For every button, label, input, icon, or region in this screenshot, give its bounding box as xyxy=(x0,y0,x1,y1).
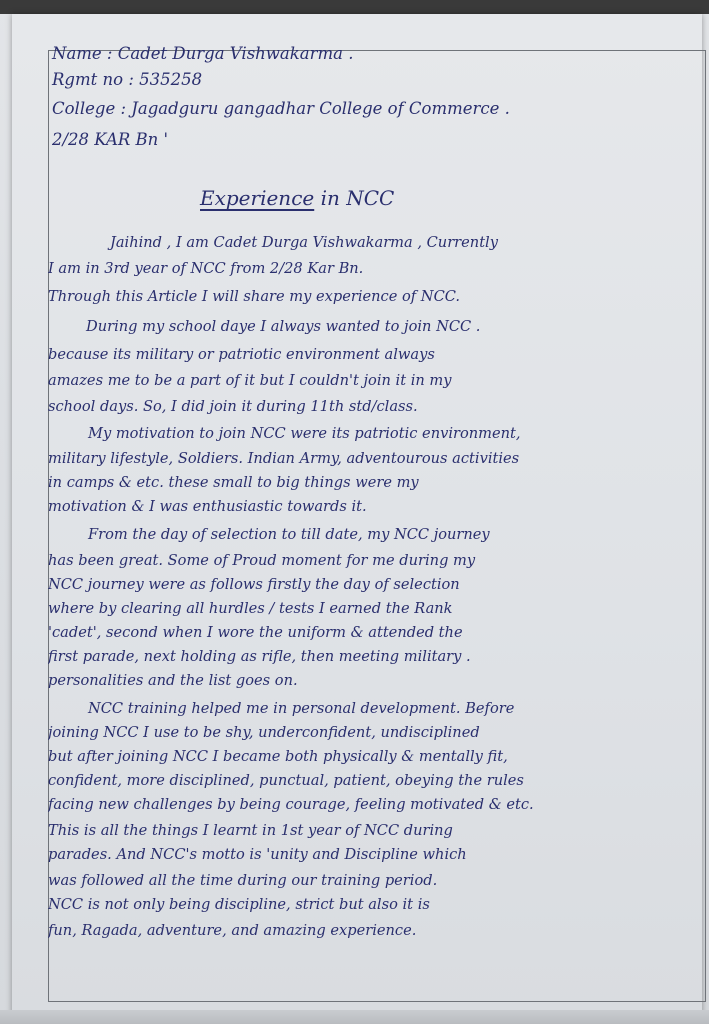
top-dark-strip xyxy=(0,0,709,14)
body-line: From the day of selection to till date, my NCC journey xyxy=(88,526,490,543)
college-line: College : Jagadguru gangadhar College of Commerce . xyxy=(52,99,510,118)
body-line: but after joining NCC I became both physically & mentally fit, xyxy=(48,748,508,765)
body-line: amazes me to be a part of it but I couldn't join it in my xyxy=(48,372,452,389)
body-line: where by clearing all hurdles / tests I earned the Rank xyxy=(48,600,453,617)
body-line: This is all the things I learnt in 1st year of NCC during xyxy=(48,822,453,839)
body-line: parades. And NCC's motto is 'unity and Discipline which xyxy=(48,846,467,863)
body-line: motivation & I was enthusiastic towards it. xyxy=(48,498,367,515)
body-line: confident, more disciplined, punctual, patient, obeying the rules xyxy=(48,772,524,789)
essay-title xyxy=(200,186,394,210)
body-line: 'cadet', second when I wore the uniform & attended the xyxy=(48,624,463,641)
title-underlined-word: Experience xyxy=(200,186,315,210)
body-line: Through this Article I will share my experience of NCC. xyxy=(48,288,461,305)
body-line: because its military or patriotic environment always xyxy=(48,346,435,363)
body-line: NCC is not only being discipline, strict but also it is xyxy=(48,896,430,913)
body-line: joining NCC I use to be shy, underconfident, undisciplined xyxy=(48,724,480,741)
body-line: military lifestyle, Soldiers. Indian Army, adventourous activities xyxy=(48,450,520,467)
body-line: first parade, next holding as rifle, then meeting military . xyxy=(48,648,471,665)
body-line: school days. So, I did join it during 11th std/class. xyxy=(48,398,418,415)
paper-sheet xyxy=(12,14,702,1016)
body-line: has been great. Some of Proud moment for me during my xyxy=(48,552,476,569)
body-line: NCC journey were as follows firstly the day of selection xyxy=(48,576,460,593)
body-line: facing new challenges by being courage, feeling motivated & etc. xyxy=(48,796,534,813)
body-line: My motivation to join NCC were its patriotic environment, xyxy=(88,425,521,442)
regt-line: Rgmt no : 535258 xyxy=(52,70,203,89)
body-line: fun, Ragada, adventure, and amazing experience. xyxy=(48,922,417,939)
body-line: During my school daye I always wanted to join NCC . xyxy=(86,318,481,335)
body-line: Jaihind , I am Cadet Durga Vishwakarma , Currently xyxy=(110,234,498,251)
title-rest: in NCC xyxy=(314,186,395,210)
paper-bottom-edge xyxy=(0,1010,709,1024)
body-line: personalities and the list goes on. xyxy=(48,672,298,689)
name-line: Name : Cadet Durga Vishwakarma . xyxy=(52,44,354,63)
body-line: in camps & etc. these small to big things were my xyxy=(48,474,419,491)
body-line: NCC training helped me in personal development. Before xyxy=(88,700,515,717)
body-line: I am in 3rd year of NCC from 2/28 Kar Bn. xyxy=(48,260,364,277)
unit-line: 2/28 KAR Bn ' xyxy=(52,130,169,149)
body-line: was followed all the time during our training period. xyxy=(48,872,438,889)
